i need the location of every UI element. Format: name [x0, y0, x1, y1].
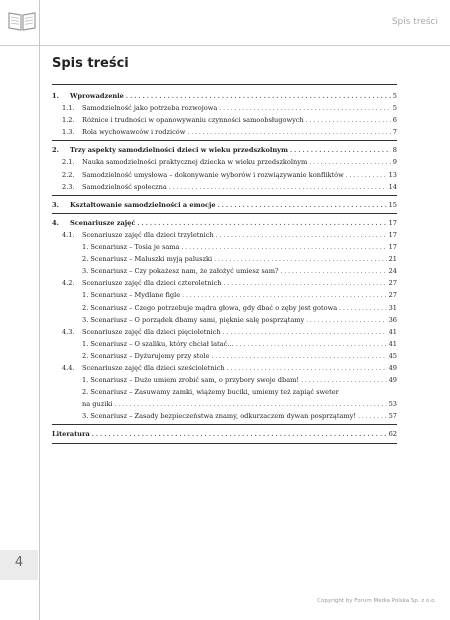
toc-entry[interactable]: 4.4. Scenariusze zajęć dla dzieci sześcioletnich . . . 49	[52, 362, 397, 374]
margin-line	[39, 0, 40, 620]
divider	[52, 195, 397, 196]
toc-entry[interactable]: 3. Kształtowanie samodzielności a emocje . . . 15	[52, 199, 397, 211]
toc-entry[interactable]: 2.2. Samodzielność umysłowa – dokonywanie wyborów i rozwiązywanie konfliktów . . . 13	[52, 169, 397, 181]
toc-entry[interactable]: 4.2. Scenariusze zajęć dla dzieci czteroletnich . . . 27	[52, 277, 397, 289]
toc-entry[interactable]: 2. Scenariusz – Dyżurujemy przy stole . . . 45	[52, 350, 397, 362]
toc-entry[interactable]: 2. Scenariusz – Maluszki myją paluszki . . . 21	[52, 253, 397, 265]
toc-entry[interactable]: 4.3. Scenariusze zajęć dla dzieci pięcioletnich . . . 41	[52, 326, 397, 338]
toc-entry[interactable]: 1. Scenariusz – O szaliku, który chciał latać… . . . 41	[52, 338, 397, 350]
toc-entry[interactable]: 1.1. Samodzielność jako potrzeba rozwojowa . . . 5	[52, 102, 397, 114]
toc-entry[interactable]: 2.3. Samodzielność społeczna . . . 14	[52, 181, 397, 193]
toc-entry[interactable]: 1. Wprowadzenie . . . 5	[52, 90, 397, 102]
divider	[52, 213, 397, 214]
toc-entry[interactable]: 1. Scenariusz – Tosia je sama . . . 17	[52, 241, 397, 253]
top-rule	[52, 84, 397, 85]
toc-entry[interactable]: 4. Scenariusze zajęć . . . 17	[52, 217, 397, 229]
book-icon	[7, 10, 37, 32]
toc-entry[interactable]: 3. Scenariusz – O porządek dbamy sami, pięknie salę posprzątamy . . . 36	[52, 314, 397, 326]
divider	[52, 424, 397, 425]
toc-entry[interactable]: 2. Trzy aspekty samodzielności dzieci w wieku przedszkolnym . . . 8	[52, 144, 397, 156]
toc-entry[interactable]: 2. Scenariusz – Czego potrzebuje mądra głowa, gdy dbać o zęby jest gotowa . . . 31	[52, 302, 397, 314]
copyright-note: Copyright by Forum Media Polska Sp. z o.o.	[317, 598, 436, 604]
toc-entry[interactable]: na guziki . . . 53	[52, 398, 397, 410]
toc-entry[interactable]: 4.1. Scenariusze zajęć dla dzieci trzyletnich . . . 17	[52, 229, 397, 241]
toc-entry[interactable]: 2.1. Nauka samodzielności praktycznej dziecka w wieku przedszkolnym . . . 9	[52, 156, 397, 168]
toc-entry[interactable]: Literatura . . . 62	[52, 428, 397, 440]
page-number: 4	[14, 555, 24, 570]
toc-entry[interactable]: 1.2. Różnice i trudności w opanowywaniu czynności samoobsługowych . . . 6	[52, 114, 397, 126]
toc-entry[interactable]: 1. Scenariusz – Mydlane figle . . . 27	[52, 289, 397, 301]
running-header: Spis treści	[391, 17, 438, 27]
toc-entry[interactable]: 2. Scenariusz – Zasuwamy zamki, wiążemy buciki, umiemy też zapiąć sweter	[82, 388, 339, 397]
toc-entry[interactable]: 3. Scenariusz – Czy pokażesz nam, że założyć umiesz sam? . . . 24	[52, 265, 397, 277]
divider	[52, 443, 397, 444]
header-bar	[0, 0, 450, 46]
divider	[52, 140, 397, 141]
table-of-contents	[52, 90, 397, 447]
toc-entry[interactable]: 1.3. Rola wychowawców i rodziców . . . 7	[52, 126, 397, 138]
toc-entry[interactable]: 1. Scenariusz – Dużo umiem zrobić sam, o przybory swoje dbam! . . . 49	[52, 374, 397, 386]
toc-entry[interactable]: 3. Scenariusz – Zasady bezpieczeństwa znamy, odkurzaczem dywan posprzątamy! . . . 57	[52, 410, 397, 422]
toc-title: Spis treści	[52, 56, 129, 71]
